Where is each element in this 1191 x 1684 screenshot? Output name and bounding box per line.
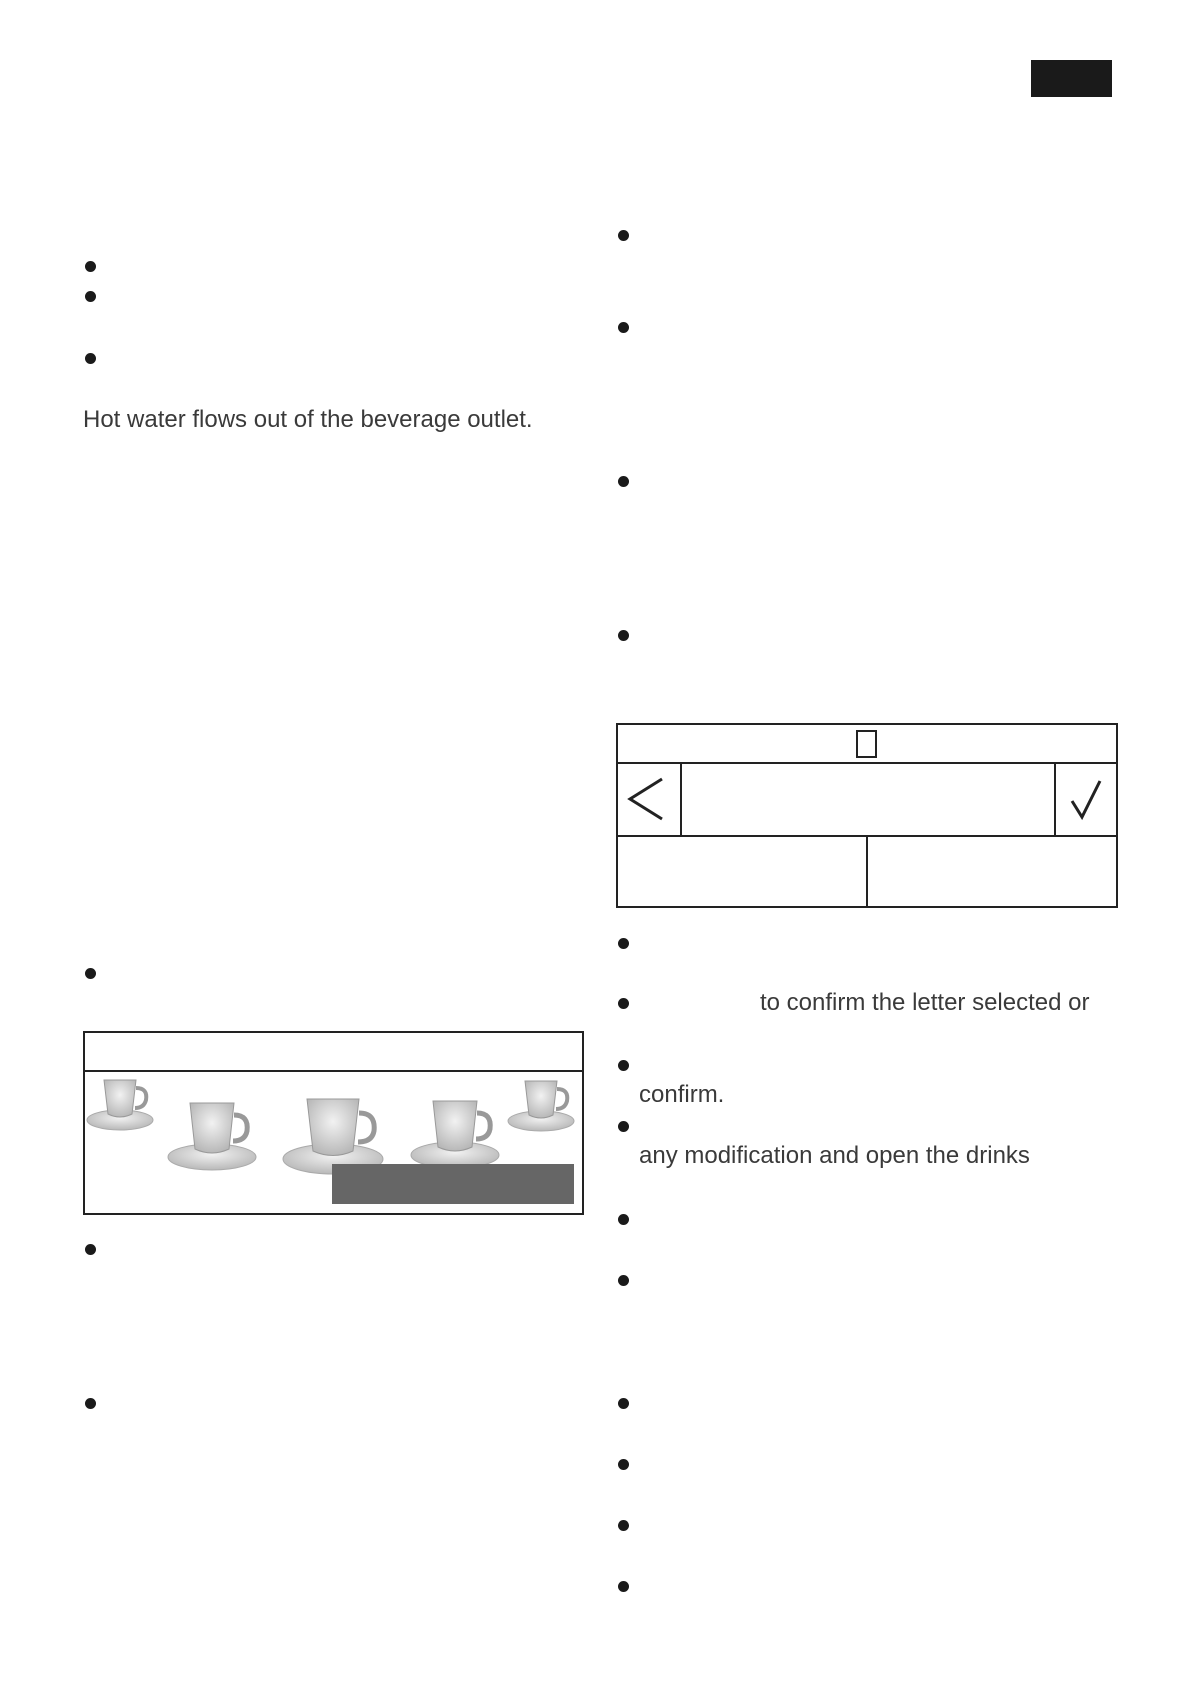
bullet bbox=[618, 1581, 629, 1592]
keypad-left-cell[interactable] bbox=[618, 837, 866, 906]
bullet bbox=[85, 353, 96, 364]
text-cursor-box-icon bbox=[856, 730, 877, 758]
name-entry-display bbox=[616, 723, 1118, 908]
hot-water-text: Hot water flows out of the beverage outlet. bbox=[83, 406, 533, 433]
chevron-left-icon[interactable] bbox=[626, 775, 666, 823]
display-divider bbox=[618, 762, 1116, 764]
bullet bbox=[618, 476, 629, 487]
display-divider bbox=[1054, 762, 1056, 837]
bullet bbox=[85, 291, 96, 302]
bullet bbox=[618, 1060, 629, 1071]
selection-bar[interactable] bbox=[332, 1164, 574, 1204]
page-tab-marker bbox=[1031, 60, 1112, 97]
bullet bbox=[85, 968, 96, 979]
cup-size-display bbox=[83, 1031, 584, 1215]
coffee-cup-icon[interactable] bbox=[508, 1081, 574, 1131]
bullet bbox=[85, 1244, 96, 1255]
display-divider bbox=[680, 762, 682, 837]
bullet bbox=[618, 998, 629, 1009]
bullet bbox=[618, 230, 629, 241]
coffee-cup-icon[interactable] bbox=[87, 1080, 153, 1130]
coffee-cup-icon[interactable] bbox=[168, 1103, 256, 1170]
bullet bbox=[618, 1214, 629, 1225]
bullet bbox=[618, 1275, 629, 1286]
modification-text: any modification and open the drinks bbox=[639, 1142, 1030, 1169]
confirm-text: confirm. bbox=[639, 1081, 725, 1108]
keypad-right-cell[interactable] bbox=[868, 837, 1116, 906]
bullet bbox=[618, 630, 629, 641]
display-divider bbox=[85, 1070, 582, 1072]
bullet bbox=[618, 938, 629, 949]
bullet bbox=[85, 261, 96, 272]
bullet bbox=[618, 1459, 629, 1470]
bullet bbox=[618, 322, 629, 333]
check-icon[interactable] bbox=[1068, 777, 1104, 821]
bullet bbox=[85, 1398, 96, 1409]
coffee-cup-icon[interactable] bbox=[411, 1101, 499, 1168]
confirm-letter-text: to confirm the letter selected or bbox=[760, 989, 1090, 1016]
coffee-cup-icon[interactable] bbox=[283, 1099, 383, 1174]
bullet bbox=[618, 1398, 629, 1409]
bullet bbox=[618, 1121, 629, 1132]
bullet bbox=[618, 1520, 629, 1531]
